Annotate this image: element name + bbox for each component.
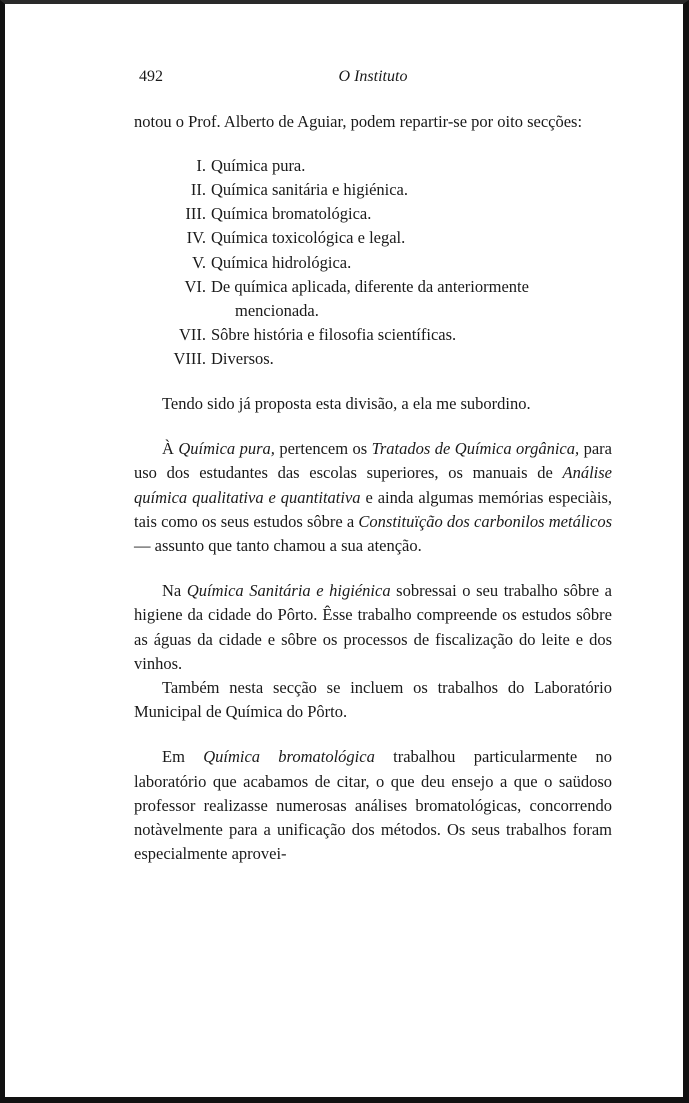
running-title: O Instituto (338, 68, 408, 85)
list-item-number: III. (185, 204, 206, 224)
text-run: trabalhou particularmente no laboratório que acabamos de citar, o que deu ensejo a que o saüdoso professor realizasse numerosas análises bromatológicas, concorrendo notàvelmente para a unificação dos métodos. Os seus trabalhos foram especialmente aprovei- (134, 747, 612, 864)
list-item-label: Química sanitária e higiénica. (211, 180, 409, 200)
list-item-label: Química pura. (211, 156, 306, 176)
list-item (134, 347, 612, 371)
book-page (134, 62, 612, 867)
quimica-sanitaria-paragraph (134, 579, 612, 676)
quimica-pura-paragraph (134, 437, 612, 558)
list-item-label-continued: mencionada. (235, 300, 319, 320)
list-item-label: Química toxicológica e legal. (211, 228, 406, 248)
list-item (134, 154, 612, 178)
list-item-label: Diversos. (211, 348, 274, 368)
text-run: para uso dos estudantes das escolas superiores, os manuais de (134, 439, 612, 483)
list-item-number: IV. (186, 228, 206, 248)
sections-list (134, 154, 612, 371)
italic-title: Análise química qualitativa e quantitativa (134, 463, 612, 507)
page-header (134, 62, 612, 90)
list-item-label: Sôbre história e filosofia scientíficas. (211, 324, 457, 344)
list-item-number: VIII. (173, 348, 206, 368)
text-run: sobressai o seu trabalho sôbre a higiene da cidade do Pôrto. Êsse trabalho compreende os estudos sôbre as águas da cidade e sôbre os processos de fiscalização do leite e dos vinhos. (134, 581, 612, 673)
text-run: — assunto que tanto chamou a sua atenção. (134, 536, 422, 556)
laboratorio-paragraph: Também nesta secção se incluem os trabalhos do Laboratório Municipal de Química do Pôrto. (134, 678, 612, 722)
text-run: Em (162, 747, 204, 767)
list-item-number: II. (190, 180, 206, 200)
intro-paragraph: notou o Prof. Alberto de Aguiar, podem repartir-se por oito secções: (134, 112, 583, 131)
list-item (134, 323, 612, 347)
list-item-number: VI. (184, 276, 206, 296)
quimica-bromatologica-paragraph (134, 745, 612, 866)
list-item-label: Química hidrológica. (211, 252, 352, 272)
list-item (134, 202, 612, 226)
list-item-number: V. (192, 252, 206, 272)
list-item (134, 226, 612, 250)
list-item-label: Química bromatológica. (211, 204, 372, 224)
list-item-number: VII. (178, 324, 206, 344)
division-paragraph: Tendo sido já proposta esta divisão, a ela me subordino. (162, 394, 531, 414)
italic-title: Tratados de Química orgânica, (371, 439, 580, 459)
italic-title: Química Sanitária e higiénica (186, 581, 391, 601)
list-item (134, 251, 612, 275)
italic-title: Química bromatológica (203, 747, 375, 767)
text-run: pertencem os (274, 439, 372, 459)
list-item-label: De química aplicada, diferente da anteriormente (211, 276, 529, 296)
page-number: 492 (139, 68, 163, 85)
text-run: À (162, 439, 179, 459)
italic-title: Constituïção dos carbonilos metálicos (358, 511, 612, 531)
list-item (134, 178, 612, 202)
list-item-label-wrapper (211, 275, 612, 323)
list-item-number: I. (196, 156, 206, 176)
text-run: e ainda algumas memórias especiàis, tais como os seus estudos sôbre a (134, 487, 612, 531)
list-item (134, 275, 612, 323)
text-run: Na (162, 581, 187, 601)
italic-title: Química pura, (178, 439, 275, 459)
